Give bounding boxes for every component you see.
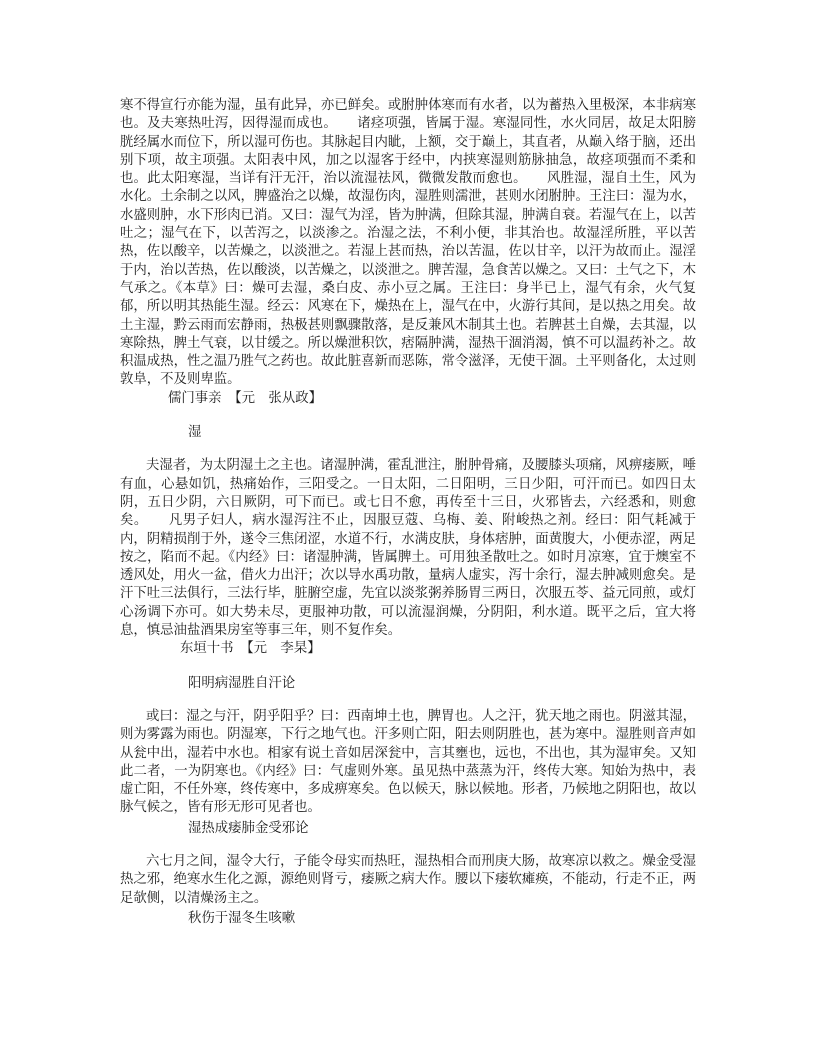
section-heading-qiushang: 秋伤于湿冬生咳嗽 bbox=[188, 910, 296, 926]
paragraph-4: 六七月之间，湿令大行，子能令母实而热旺，湿热相合而刑庚大肠，故寒凉以救之。燥金受湿热之邪，绝寒水生化之源，源绝则肾亏，痿厥之病大作。腰以下痿软瘫痪，不能动，行走不正，两足欹侧，以清燥汤主之。 bbox=[120, 853, 696, 906]
section-heading-shire: 湿热成痿肺金受邪论 bbox=[188, 820, 309, 836]
paragraph-1: 寒不得宣行亦能为湿，虽有此异，亦已鲜矣。或胕肿体寒而有水者，以为蓄热入里极深，本非病寒也。及夫寒热吐泻，因得湿而成也。 诸痉项强，皆属于湿。寒湿同性，水火同居，故足太阳膀胱经属水而位下，所以湿可伤也。其脉起目内眦，上额，交于巅上，其直者，从巅入络于脑，还出别下项，故主项强。太阳表中风，加之以湿客于经中，内挟寒湿则筋脉抽急，故痉项强而不柔和也。此太阳寒湿，当详有汗无汗，治以流湿祛风，微微发散而愈也。 风胜湿，湿自土生，风为水化。土余制之以风，脾盛治之以燥，故湿伤肉，湿胜则濡泄，甚则水闭胕肿。王注曰：湿为水，水盛则肿，水下形肉已消。又曰：湿气为淫，皆为肿满，但除其湿，肿满自衰。若湿气在上，以苦吐之；湿气在下，以苦泻之，以淡渗之。治湿之法，不利小便，非其治也。故湿淫所胜，平以苦热，佐以酸辛，以苦燥之，以淡泄之。若湿上甚而热，治以苦温，佐以甘辛，以汗为故而止。湿淫于内，治以苦热，佐以酸淡，以苦燥之，以淡泄之。脾苦湿，急食苦以燥之。又曰：土气之下，木气承之。《本草》曰：燥可去湿，桑白皮、赤小豆之属。王注曰：身半已上，湿气有余，火气复郁，所以明其热能生湿。经云：风寒在下，燥热在上，湿气在中，火游行其间，是以热之用矣。故土主湿，黔云雨而宏静雨，热极甚则飘骤散落，是反兼风木制其土也。若脾甚土自燥，去其湿，以寒除热，脾土气衰，以甘缓之。所以燥泄积饮，痞隔肿满，湿热干涸消渴，慎不可以温药补之。故积温成热，性之温乃胜气之药也。故此脏喜新而恶陈，常令滋泽，无使干涸。土平则备化，太过则敦阜，不及则卑监。 bbox=[120, 98, 696, 388]
section-heading-yangming: 阳明病湿胜自汗论 bbox=[188, 675, 296, 691]
section-heading-shi: 湿 bbox=[188, 425, 202, 441]
source-rumen-shiqin: 儒门事亲 【元 张从政】 bbox=[168, 390, 322, 406]
source-dongyuan-shishu: 东垣十书 【元 李杲】 bbox=[180, 641, 321, 657]
paragraph-2: 夫湿者，为太阴湿土之主也。诸湿肿满，霍乱泄注，胕肿骨痛，及腰膝头项痛，风痹痿厥，唾有血，心悬如饥，热痛始作，三阳受之。一日太阳，二日阳明，三日少阳，可汗而已。如四日太阴，五日少阴，六日厥阴，可下而已。或七日不愈，再传至十三日，火邪皆去，六经悉和，则愈矣。 凡男子妇人，病水湿泻注不止，因服豆蔻、乌梅、姜、附峻热之剂。经曰：阳气耗减于内，阴精损削于外，遂令三焦闭涩，水道不行，水满皮肤，身体痞肿，面黄腹大，小便赤涩，两足按之，陷而不起。《内经》曰：诸湿肿满，皆属脾土。可用独圣散吐之。如时月凉寒，宜于燠室不透风处，用火一盆，借火力出汗；次以导水禹功散，量病人虚实，泻十余行，湿去肿减则愈矣。是汗下吐三法俱行，三法行毕，脏腑空虚，先宜以淡浆粥养肠胃三两日，次服五苓、益元同煎，或灯心汤调下亦可。如大势未尽，更服神功散，可以流湿润燥，分阴阳，利水道。既平之后，宜大将息，慎忌油盐酒果房室等事三年，则不复作矣。 bbox=[120, 458, 696, 639]
paragraph-3: 或曰：湿之与汗，阴乎阳乎？曰：西南坤土也，脾胃也。人之汗，犹天地之雨也。阴滋其湿，则为雾露为雨也。阴湿寒，下行之地气也。汗多则亡阳，阳去则阴胜也，甚为寒中。湿胜则音声如从瓮中出，湿若中水也。相家有说土音如居深瓮中，言其壅也，远也，不出也，其为湿审矣。又知此二者，一为阴寒也。《内经》曰：气虚则外寒。虽见热中蒸蒸为汗，终传大寒。知始为热中，表虚亡阳，不任外寒，终传寒中，多成痹寒矣。色以候天，脉以候地。形者，乃候地之阴阳也，故以脉气候之，皆有形无形可见者也。 bbox=[120, 708, 696, 816]
document-page bbox=[120, 97, 696, 928]
